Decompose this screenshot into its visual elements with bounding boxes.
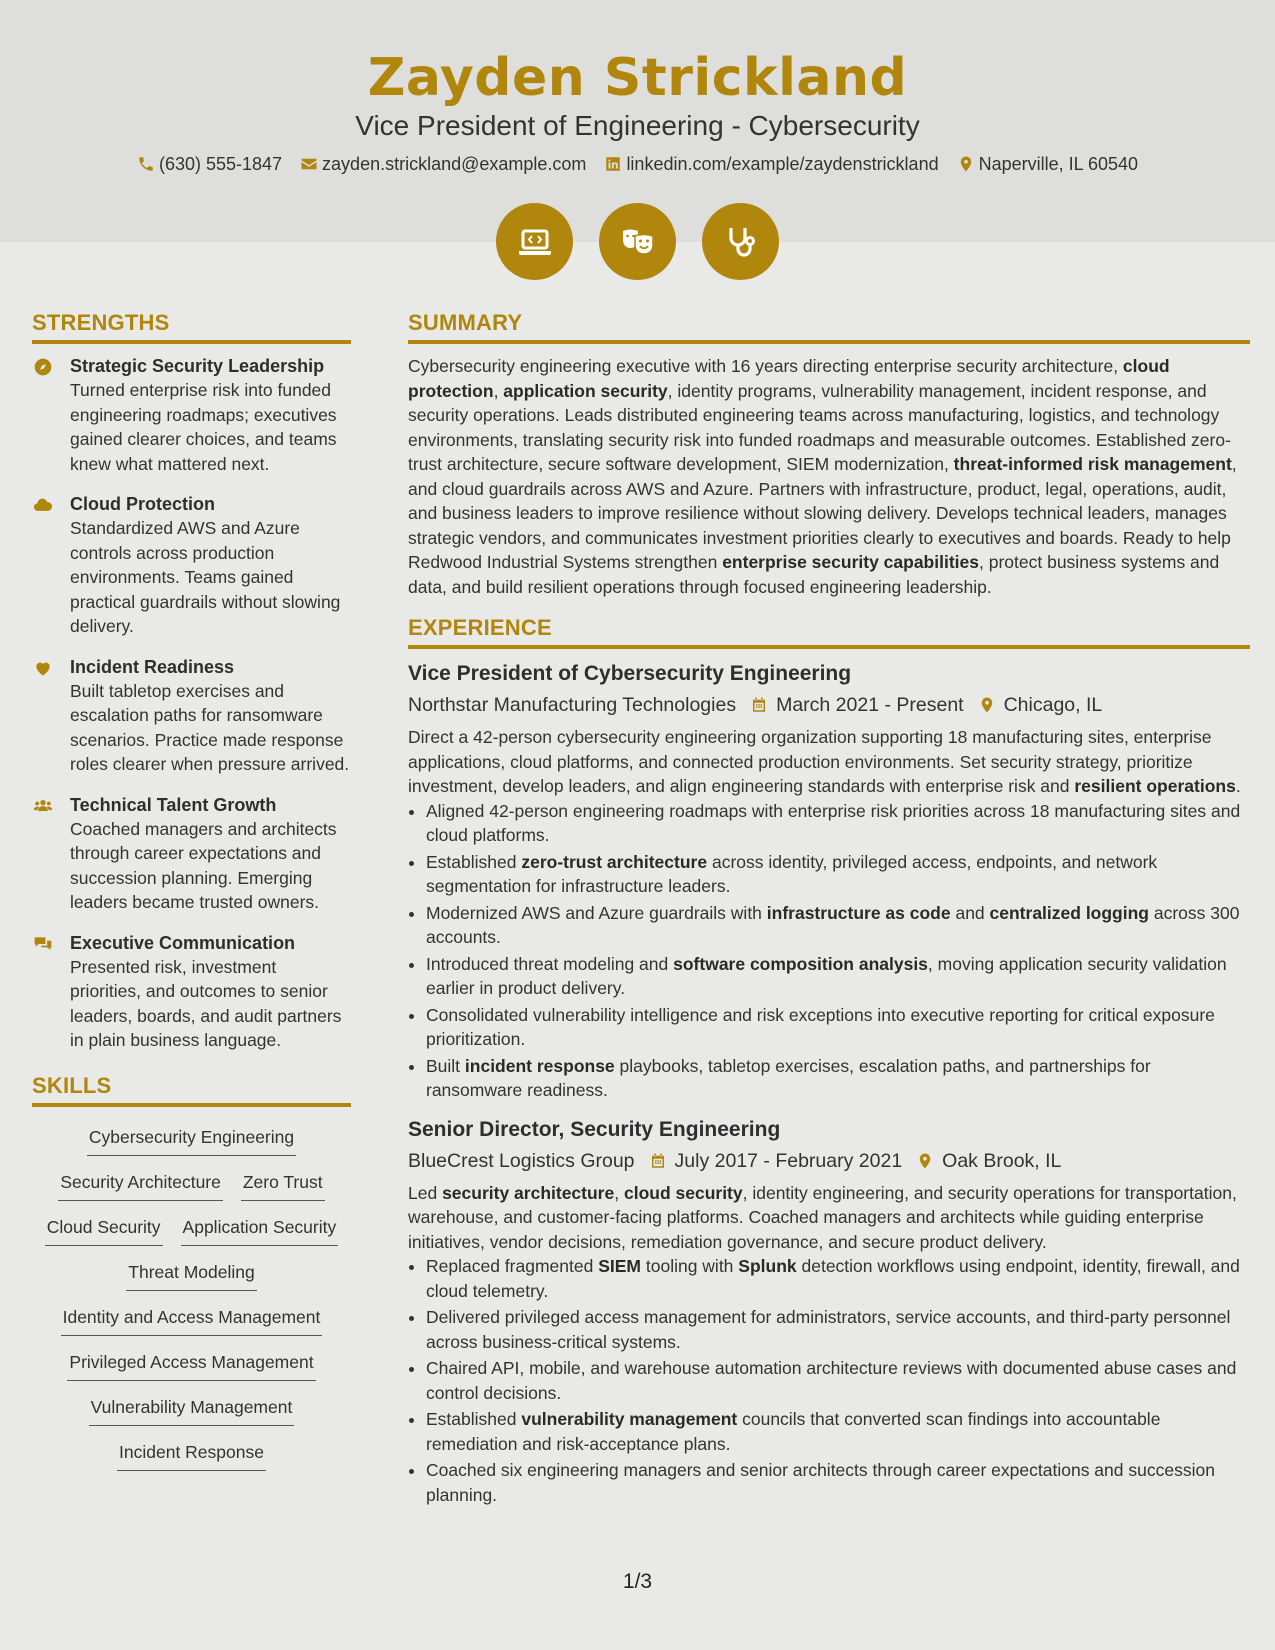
- job-bullets: [408, 1254, 1250, 1507]
- summary-text: Cybersecurity engineering executive with 16 years directing enterprise security architecture, cloud protection, application security, identity programs, vulnerability management, incident response, and security operations. Leads distributed engineering teams across manufacturing, logistics, and technology environments, translating security risk into funded roadmaps and measurable outcomes. Established zero-trust architecture, secure software development, SIEM modernization, threat-informed risk management, and cloud guardrails across AWS and Azure. Partners with infrastructure, product, legal, operations, audit, and business leaders to improve resilience without slowing delivery. Develops technical leaders, manages strategic vendors, and communicates investment priorities clearly to executives and boards. Ready to help Redwood Industrial Systems strengthen enterprise security capabilities, protect business systems and data, and build resilient operations through focused engineering leadership.: [408, 356, 1237, 597]
- emphasis: software composition analysis: [673, 953, 928, 974]
- strength-item: [32, 793, 351, 915]
- theater-masks-icon: [618, 222, 658, 262]
- phone-icon: [137, 155, 155, 173]
- skill-tag: Application Security: [181, 1211, 339, 1246]
- bullet-item: • Established vulnerability management councils that converted scan findings into accountable remediation and risk-acceptance plans.: [426, 1407, 1250, 1456]
- strength-text: Coached managers and architects through career expectations and succession planning. Emerging leaders became trusted owners.: [70, 818, 337, 912]
- contact-linkedin[interactable]: [604, 150, 938, 178]
- job-entry: [408, 1115, 1250, 1508]
- job-meta: [408, 1145, 1250, 1177]
- skills-list: [32, 1117, 351, 1471]
- bullet-item: • Replaced fragmented SIEM tooling with Splunk detection workflows using endpoint, identity, firewall, and cloud telemetry.: [426, 1254, 1250, 1303]
- strength-title: Strategic Security Leadership: [70, 356, 325, 376]
- job-location: Chicago, IL: [1003, 694, 1103, 716]
- emphasis: incident response: [464, 1055, 615, 1076]
- map-pin-icon: [916, 1152, 934, 1170]
- bullet-item: • Modernized AWS and Azure guardrails with infrastructure as code and centralized logging across 300 accounts.: [426, 901, 1250, 950]
- job-dates: March 2021 - Present: [776, 694, 964, 716]
- emphasis: cloud security: [623, 1182, 743, 1203]
- cloud-icon: [32, 495, 54, 515]
- strength-item: [32, 492, 351, 639]
- skill-tag: Security Architecture: [58, 1166, 222, 1201]
- job-location: Oak Brook, IL: [942, 1149, 1062, 1172]
- strengths-heading: STRENGTHS: [32, 306, 351, 344]
- skill-tag: Cloud Security: [45, 1211, 163, 1246]
- email-address: zayden.strickland@example.com: [322, 154, 587, 174]
- strength-text: Standardized AWS and Azure controls across production environments. Teams gained practical guardrails without slowing delivery.: [70, 518, 341, 636]
- linkedin-url: linkedin.com/example/zaydenstrickland: [626, 154, 939, 174]
- linkedin-icon: [604, 155, 622, 173]
- bullet-item: • Delivered privileged access management for administrators, service accounts, and third-party personnel across business-critical systems.: [426, 1305, 1250, 1354]
- comments-icon: [32, 934, 54, 954]
- emphasis: infrastructure as code: [766, 902, 951, 923]
- strength-title: Incident Readiness: [70, 656, 235, 677]
- strength-text: Presented risk, investment priorities, and outcomes to senior leaders, boards, and audit partners in plain business language.: [70, 956, 342, 1050]
- emphasis: security architecture: [442, 1182, 615, 1203]
- strength-item: [32, 655, 351, 777]
- candidate-name: Zayden Strickland: [367, 48, 908, 108]
- left-column: [32, 306, 351, 1471]
- emphasis: cloud protection: [408, 356, 1170, 401]
- contact-phone[interactable]: [137, 150, 282, 178]
- badge-laptop: [496, 203, 573, 280]
- bullet-item: • Coached six engineering managers and senior architects through career expectations and succession planning.: [426, 1458, 1250, 1507]
- right-column: [408, 306, 1250, 1519]
- emphasis: zero-trust architecture: [521, 851, 708, 872]
- contact-email[interactable]: [300, 150, 586, 178]
- bullet-item: • Introduced threat modeling and software composition analysis, moving application security validation earlier in product delivery.: [426, 952, 1250, 1001]
- contact-bar: [0, 150, 1275, 178]
- emphasis: SIEM: [598, 1256, 641, 1276]
- strength-item: [32, 931, 351, 1053]
- skills-heading: SKILLS: [32, 1069, 351, 1107]
- job-bullets: [408, 799, 1250, 1103]
- bullet-item: • Built incident response playbooks, tabletop exercises, escalation paths, and partnerships for ransomware readiness.: [426, 1054, 1250, 1103]
- strength-title: Technical Talent Growth: [70, 794, 277, 815]
- job-company: Northstar Manufacturing Technologies: [408, 694, 737, 716]
- summary-heading: SUMMARY: [408, 306, 1250, 344]
- emphasis: threat-informed risk management: [953, 454, 1232, 474]
- interest-badges: [0, 203, 1275, 280]
- calendar-icon: [750, 696, 768, 714]
- bullet-item: • Aligned 42-person engineering roadmaps with enterprise risk priorities across 18 manufacturing sites and cloud platforms.: [426, 799, 1250, 848]
- job-title: Vice President of Cybersecurity Engineering: [408, 662, 852, 685]
- compass-icon: [32, 357, 54, 377]
- emphasis: vulnerability management: [521, 1409, 738, 1429]
- job-title: Senior Director, Security Engineering: [408, 1117, 781, 1141]
- users-icon: [32, 796, 54, 816]
- emphasis: resilient operations: [1074, 776, 1236, 796]
- job-meta: [408, 689, 1250, 721]
- strength-text: Turned enterprise risk into funded engineering roadmaps; executives gained clearer choices, and teams knew what mattered next.: [70, 380, 337, 474]
- strength-title: Executive Communication: [70, 932, 296, 953]
- page-number: 1/3: [622, 1570, 653, 1593]
- map-pin-icon: [978, 696, 996, 714]
- strength-text: Built tabletop exercises and escalation paths for ransomware scenarios. Practice made response roles clearer when pressure arrived.: [70, 680, 350, 774]
- skill-tag: Identity and Access Management: [61, 1301, 323, 1336]
- location-text: Naperville, IL 60540: [978, 154, 1139, 174]
- strength-title: Cloud Protection: [70, 494, 215, 514]
- skill-tag: Threat Modeling: [126, 1256, 256, 1291]
- skill-tag: Privileged Access Management: [67, 1346, 315, 1381]
- skill-tag: Cybersecurity Engineering: [87, 1121, 296, 1156]
- calendar-icon: [649, 1152, 667, 1170]
- badge-masks: [599, 203, 676, 280]
- skill-tag: Incident Response: [117, 1436, 266, 1471]
- stethoscope-icon: [721, 222, 761, 262]
- job-description: Direct a 42-person cybersecurity engineering organization supporting 18 manufacturing sites, enterprise applications, cloud platforms, and connected production environments. Set security strategy, prioritize investment, develop leaders, and align engineering standards with enterprise risk and resilient operations.: [408, 727, 1241, 796]
- phone-number: (630) 555-1847: [158, 154, 283, 174]
- emphasis: application security: [503, 380, 668, 401]
- candidate-title: Vice President of Engineering - Cybersecurity: [355, 110, 920, 141]
- contact-location: [957, 150, 1138, 178]
- experience-heading: EXPERIENCE: [408, 611, 1250, 649]
- strength-item: [32, 354, 351, 476]
- job-entry: [408, 659, 1250, 1103]
- job-company: BlueCrest Logistics Group: [408, 1149, 635, 1172]
- emphasis: centralized logging: [989, 902, 1149, 923]
- job-description: Led security architecture, cloud security, identity engineering, and security operations for transportation, warehouse, and customer-facing platforms. Coached managers and architects while guiding enterprise initiatives, vendor decisions, remediation governance, and secure product delivery.: [408, 1182, 1237, 1252]
- laptop-code-icon: [515, 222, 555, 262]
- skill-tag: Zero Trust: [241, 1166, 325, 1201]
- skill-tag: Vulnerability Management: [89, 1391, 295, 1426]
- bullet-item: • Consolidated vulnerability intelligence and risk exceptions into executive reporting for critical exposure prioritization.: [426, 1003, 1250, 1052]
- emphasis: enterprise security capabilities: [722, 552, 979, 572]
- heart-icon: [32, 658, 54, 678]
- map-pin-icon: [957, 155, 975, 173]
- envelope-icon: [300, 155, 318, 173]
- bullet-item: • Chaired API, mobile, and warehouse automation architecture reviews with documented abuse cases and control decisions.: [426, 1356, 1250, 1405]
- badge-stethoscope: [702, 203, 779, 280]
- job-dates: July 2017 - February 2021: [674, 1149, 903, 1172]
- emphasis: Splunk: [738, 1256, 797, 1276]
- bullet-item: • Established zero-trust architecture across identity, privileged access, endpoints, and network segmentation for infrastructure leaders.: [426, 850, 1250, 899]
